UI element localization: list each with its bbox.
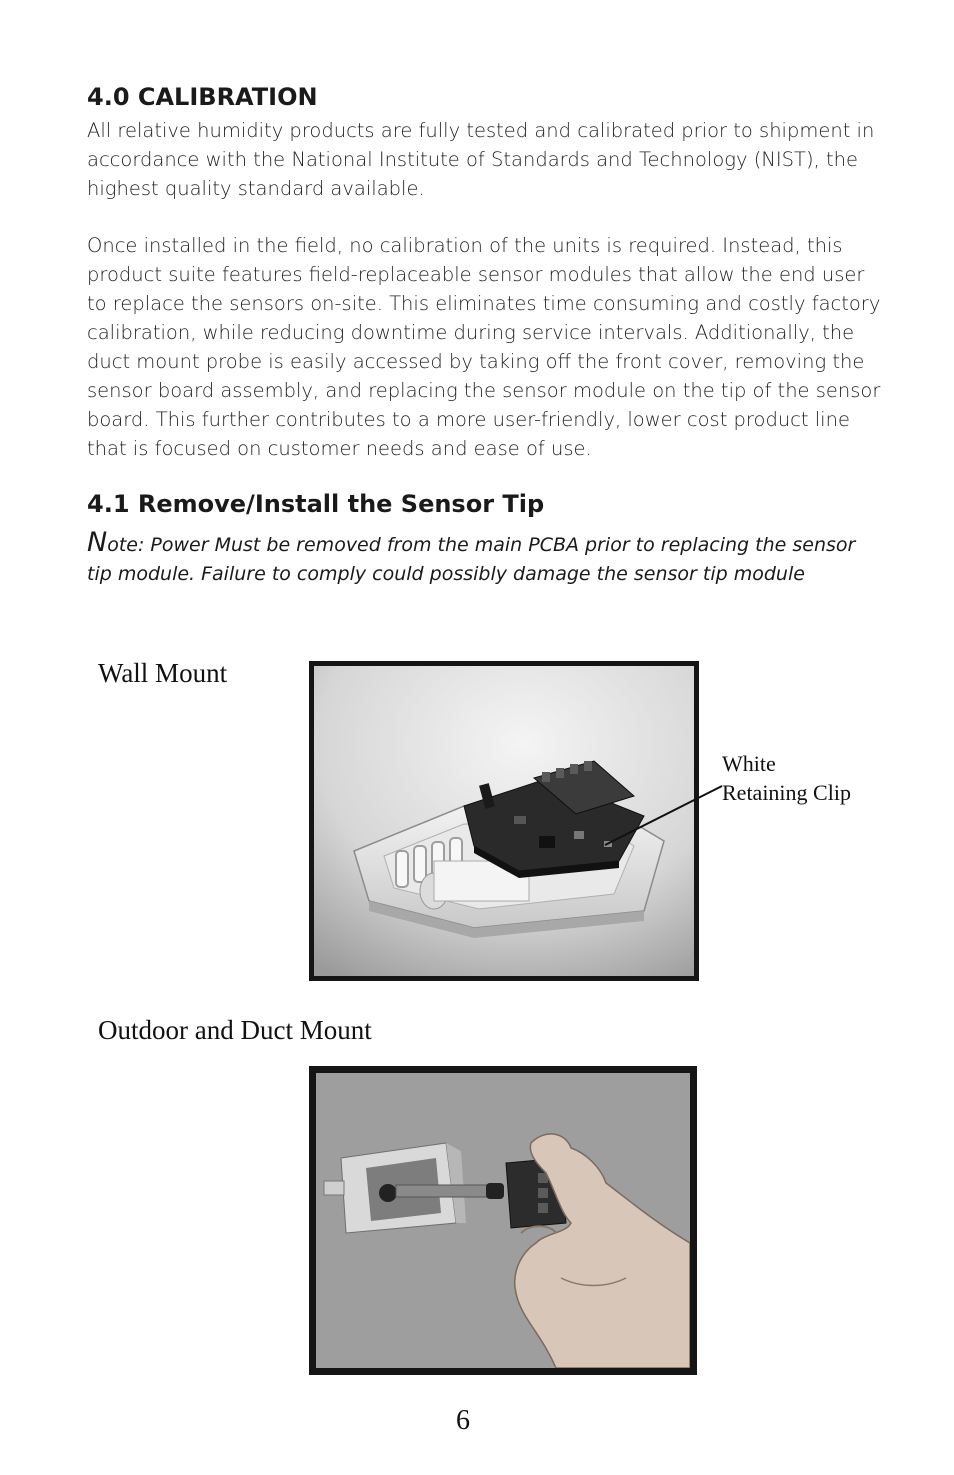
page-number: 6 <box>456 1405 470 1436</box>
body-line: sensor board assembly, and replacing the sensor module on the tip of the sensor <box>87 379 881 402</box>
duct-mount-photo <box>309 1066 697 1375</box>
callout-line: Retaining Clip <box>722 780 851 805</box>
body-line: that is focused on customer needs and ease of use. <box>87 437 592 460</box>
retaining-clip-callout <box>722 749 851 807</box>
wall-mount-caption: Wall Mount <box>98 658 228 688</box>
body-line: calibration, while reducing downtime during service intervals. Additionally, the <box>87 321 855 344</box>
note-line-1-text: ote: Power Must be removed from the main PCBA prior to replacing the sensor <box>107 534 856 556</box>
duct-mount-caption: Outdoor and Duct Mount <box>98 1015 372 1045</box>
intro-line: accordance with the National Institute of Standards and Technology (NIST), the <box>87 148 858 171</box>
note-drop-letter: N <box>87 527 108 558</box>
callout-line: White <box>722 751 776 776</box>
subsection-heading: 4.1 Remove/Install the Sensor Tip <box>87 490 545 518</box>
body-line: board. This further contributes to a more user-friendly, lower cost product line <box>87 408 850 431</box>
section-heading: 4.0 CALIBRATION <box>87 83 318 111</box>
note-line-2: tip module. Failure to comply could possibly damage the sensor tip module <box>87 563 805 585</box>
body-line: duct mount probe is easily accessed by taking off the front cover, removing the <box>87 350 865 373</box>
intro-line: highest quality standard available. <box>87 177 425 200</box>
intro-line: All relative humidity products are fully tested and calibrated prior to shipment in <box>87 119 875 142</box>
body-line: product suite features field-replaceable sensor modules that allow the end user <box>87 263 865 286</box>
body-line: Once installed in the field, no calibration of the units is required. Instead, this <box>87 234 843 257</box>
body-line: to replace the sensors on-site. This eliminates time consuming and costly factory <box>87 292 881 315</box>
